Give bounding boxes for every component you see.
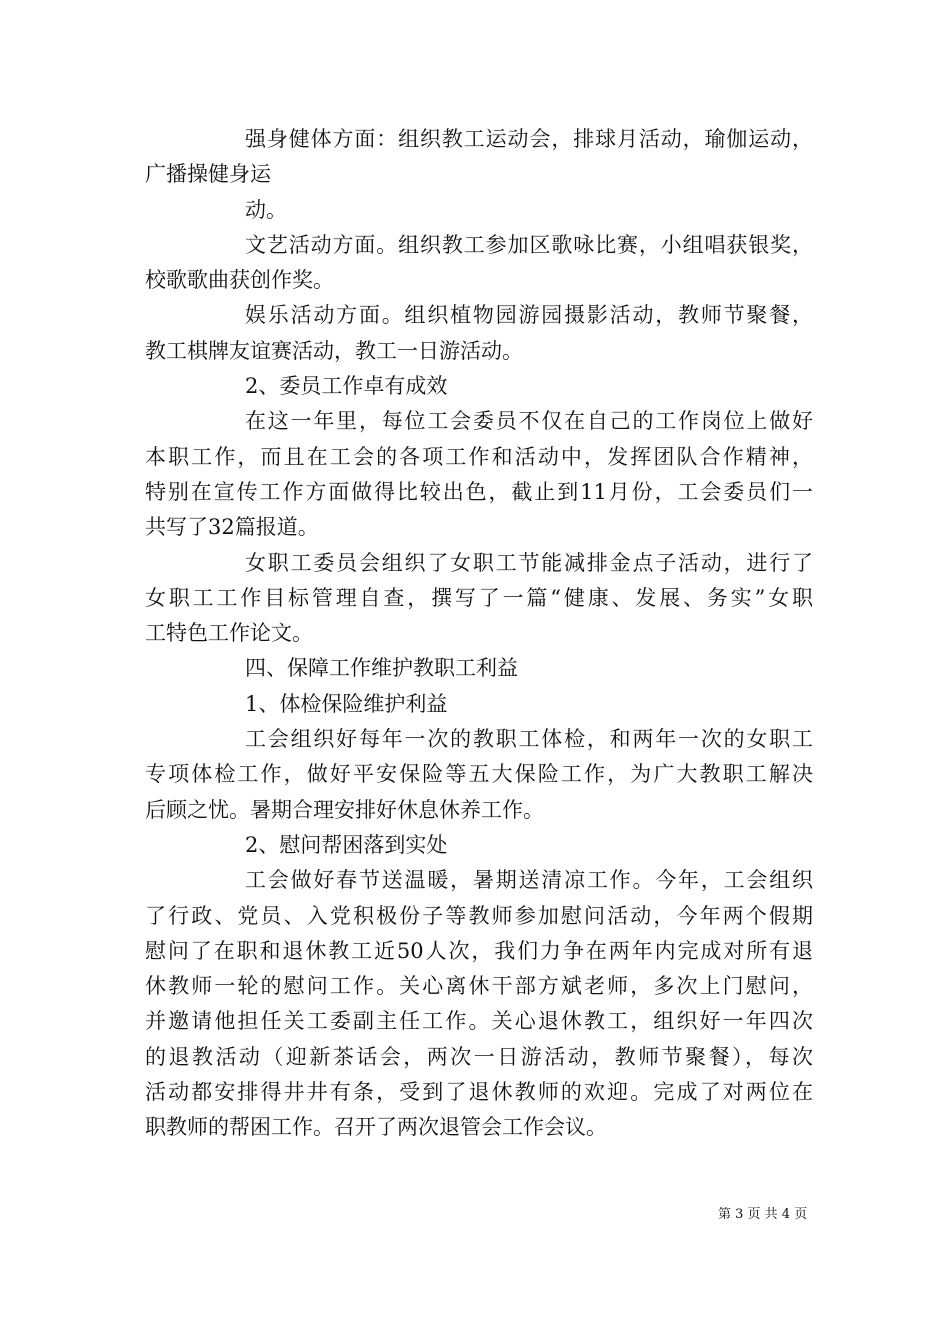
text-line: 专项体检工作，做好平安保险等五大保险工作，为广大教职工解决 (145, 762, 813, 787)
text-line: 1、体检保险维护利益 (245, 691, 448, 716)
text-line: 广播操健身运 (145, 162, 271, 187)
text-line: 职教师的帮困工作。召开了两次退管会工作会议。 (145, 1115, 607, 1140)
page-number-footer: 第 3 页 共 4 页 (718, 1207, 808, 1222)
text-line: 共写了32篇报道。 (145, 515, 319, 540)
text-line: 在这一年里，每位工会委员不仅在自己的工作岗位上做好 (245, 409, 813, 434)
text-line: 本职工作，而且在工会的各项工作和活动中，发挥团队合作精神， (145, 444, 813, 469)
text-line: 强身健体方面：组织教工运动会，排球月活动，瑜伽运动， (245, 127, 813, 151)
text-line: 动。 (245, 197, 287, 222)
text-line: 教工棋牌友谊赛活动，教工一日游活动。 (145, 338, 523, 363)
text-line: 校歌歌曲获创作奖。 (145, 268, 334, 293)
text-line: 工会组织好每年一次的教职工体检，和两年一次的女职工 (245, 727, 813, 752)
text-line: 了行政、党员、入党积极份子等教师参加慰问活动，今年两个假期 (145, 903, 813, 928)
text-line: 2、慰问帮困落到实处 (245, 832, 448, 857)
text-line: 女职工工作目标管理自查，撰写了一篇“健康、发展、务实”女职 (145, 585, 813, 610)
text-line: 四、保障工作维护教职工利益 (245, 656, 518, 681)
text-line: 的退教活动（迎新茶话会，两次一日游活动，教师节聚餐），每次 (145, 1044, 813, 1069)
text-line: 工特色工作论文。 (145, 621, 313, 646)
text-line: 文艺活动方面。组织教工参加区歌咏比赛，小组唱获银奖， (245, 232, 813, 257)
text-line: 慰问了在职和退休教工近50人次，我们力争在两年内完成对所有退 (145, 938, 813, 963)
text-line: 后顾之忧。暑期合理安排好休息休养工作。 (145, 797, 544, 822)
text-line: 2、委员工作卓有成效 (245, 374, 448, 399)
text-line: 娱乐活动方面。组织植物园游园摄影活动，教师节聚餐， (245, 303, 813, 328)
text-line: 女职工委员会组织了女职工节能减排金点子活动，进行了 (245, 550, 813, 575)
document-body (145, 122, 813, 1146)
text-line: 并邀请他担任关工委副主任工作。关心退休教工，组织好一年四次 (145, 1009, 813, 1034)
text-line: 休教师一轮的慰问工作。关心离休干部方斌老师，多次上门慰问， (145, 974, 813, 999)
text-line: 活动都安排得井井有条，受到了退休教师的欢迎。完成了对两位在 (145, 1080, 813, 1105)
text-line: 工会做好春节送温暖，暑期送清凉工作。今年，工会组织 (245, 868, 813, 893)
text-line: 特别在宣传工作方面做得比较出色，截止到11月份，工会委员们一 (145, 479, 813, 504)
